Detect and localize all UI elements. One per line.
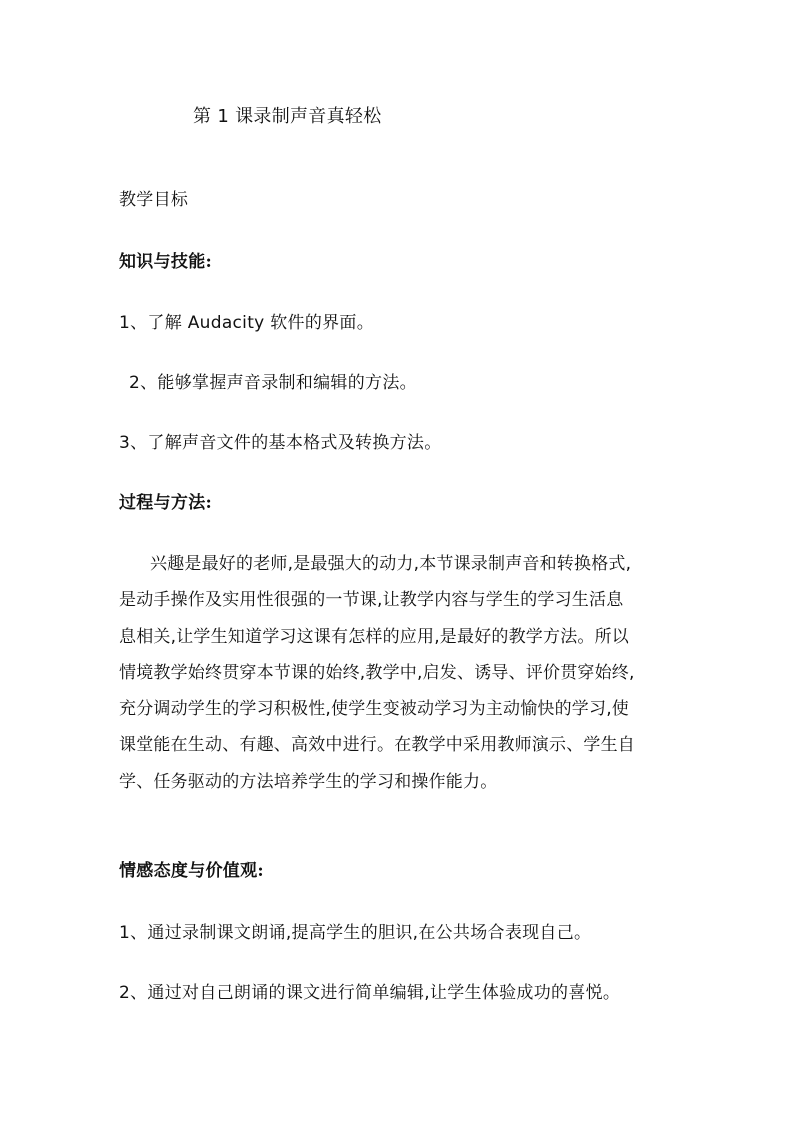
emotion-item-1: 1、通过录制课文朗诵,提高学生的胆识,在公共场合表现自己。 <box>119 923 592 943</box>
knowledge-item-1: 1、了解 Audacity 软件的界面。 <box>119 313 375 333</box>
knowledge-item-2: 2、能够掌握声音录制和编辑的方法。 <box>129 373 417 393</box>
process-line: 课堂能在生动、有趣、高效中进行。在教学中采用教师演示、学生自 <box>119 735 635 756</box>
process-line: 兴趣是最好的老师,是最强大的动力,本节课录制声音和转换格式, <box>150 554 632 574</box>
process-line: 学、任务驱动的方法培养学生的学习和操作能力。 <box>119 771 498 792</box>
section-objectives: 教学目标 <box>119 190 189 210</box>
process-line: 息相关,让学生知道学习这课有怎样的应用,是最好的教学方法。所以 <box>119 626 630 647</box>
lesson-title: 第 1 课录制声音真轻松 <box>193 106 382 127</box>
process-heading: 过程与方法: <box>119 493 213 513</box>
emotion-item-2: 2、通过对自己朗诵的课文进行简单编辑,让学生体验成功的喜悦。 <box>119 983 621 1003</box>
emotion-heading: 情感态度与价值观: <box>119 861 264 881</box>
process-paragraph <box>119 546 679 800</box>
knowledge-heading: 知识与技能: <box>119 252 213 272</box>
process-line: 是动手操作及实用性很强的一节课,让教学内容与学生的学习生活息 <box>119 590 624 611</box>
knowledge-item-3: 3、了解声音文件的基本格式及转换方法。 <box>119 433 442 453</box>
process-line: 情境教学始终贯穿本节课的始终,教学中,启发、诱导、评价贯穿始终, <box>119 662 635 683</box>
process-line: 充分调动学生的学习积极性,使学生变被动学习为主动愉快的学习,使 <box>119 699 630 720</box>
